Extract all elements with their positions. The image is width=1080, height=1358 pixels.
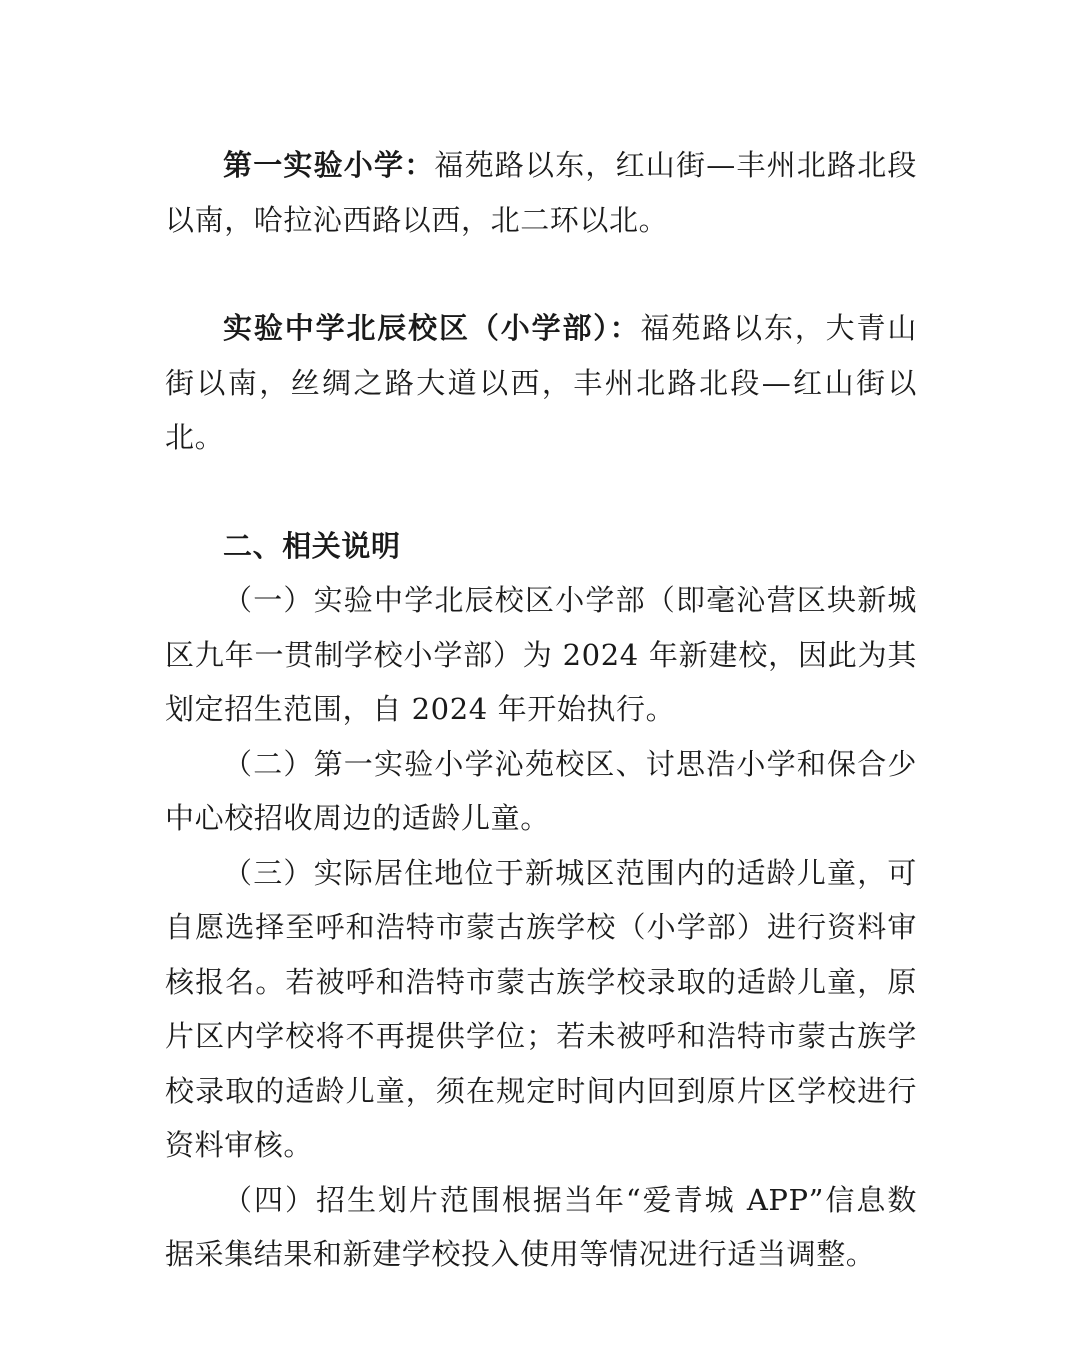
note-paragraph-2: （二）第一实验小学沁苑校区、讨思浩小学和保合少中心校招收周边的适龄儿童。	[165, 746, 917, 835]
zone-label: 第一实验小学：	[223, 148, 435, 182]
note-paragraph-4: （四）招生划片范围根据当年“爱青城 APP”信息数据采集结果和新建学校投入使用等情况进行适当调整。	[165, 1182, 917, 1271]
zone-paragraph-beichen-campus	[165, 301, 917, 465]
note-paragraph-3: （三）实际居住地位于新城区范围内的适龄儿童，可自愿选择至呼和浩特市蒙古族学校（小学部）进行资料审核报名。若被呼和浩特市蒙古族学校录取的适龄儿童，原片区内学校将不再提供学位；若未被呼和浩特市蒙古族学校录取的适龄儿童，须在规定时间内回到原片区学校进行资料审核。	[165, 855, 917, 1162]
zone-description: 福苑路以东，大青山街以南，丝绸之路大道以西，丰州北路北段—红山街以北。	[165, 311, 917, 454]
note-paragraph-1: （一）实验中学北辰校区小学部（即毫沁营区块新城区九年一贯制学校小学部）为 2024 年新建校，因此为其划定招生范围，自 2024 年开始执行。	[165, 583, 917, 726]
section-heading: 二、相关说明	[223, 528, 401, 563]
document-page	[165, 138, 917, 1282]
zone-paragraph-first-experimental-primary	[165, 138, 917, 247]
zone-description: 福苑路以东，红山街—丰州北路北段以南，哈拉沁西路以西，北二环以北。	[165, 148, 917, 237]
zone-label: 实验中学北辰校区（小学部）：	[223, 311, 641, 345]
